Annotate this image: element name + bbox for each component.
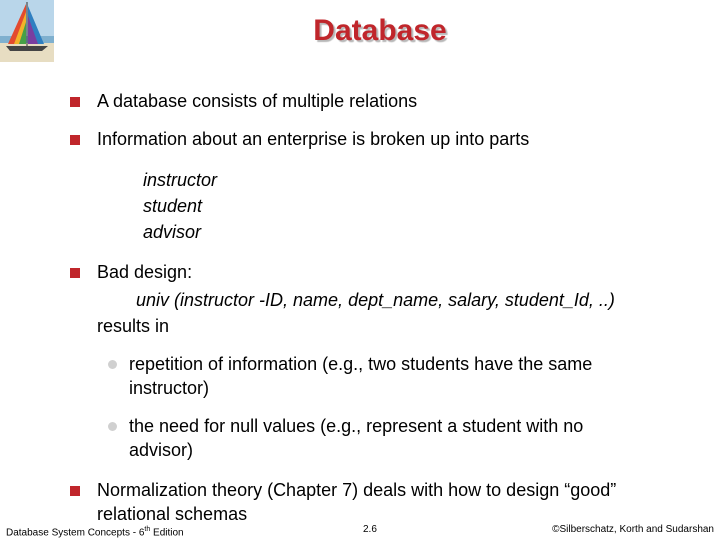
footer-page-number: 2.6 [363,524,377,535]
bullet-marker-4 [70,486,80,496]
footer-left-suffix: Edition [150,527,184,539]
sub-bullet-1-line2: instructor) [129,378,210,398]
slide-title: Database [313,14,447,47]
bullet-3-text-line3: results in [97,316,170,336]
footer-right: ©Silberschatz, Korth and Sudarshan [552,524,714,535]
bullet-3-text-line2: univ (instructor -ID, name, dept_name, salary, student_Id, ..) [136,290,615,310]
bullet-1-text: A database consists of multiple relations [97,91,418,111]
footer-left-prefix: Database System Concepts - 6 [6,527,145,539]
sub-bullet-marker-2 [108,422,117,431]
bullet-4-text-line2: relational schemas [97,504,248,524]
bullet-2-text: Information about an enterprise is broken up into parts [97,129,530,149]
bullet-marker-1 [70,97,80,107]
sub-bullet-marker-1 [108,360,117,369]
part-student: student [143,196,203,216]
sub-bullet-2-line2: advisor) [129,440,194,460]
sub-bullet-1-line1: repetition of information (e.g., two students have the same [129,354,593,374]
part-instructor: instructor [143,170,218,190]
footer-left [6,524,184,539]
bullet-marker-3 [70,268,80,278]
footer-left-sup: th [144,526,151,533]
sub-bullet-2-line1: the need for null values (e.g., represent a student with no [129,416,584,436]
bullet-marker-2 [70,135,80,145]
bullet-4-text-line1: Normalization theory (Chapter 7) deals with how to design “good” [97,480,617,500]
part-advisor: advisor [143,222,202,242]
bullet-3-text-line1: Bad design: [97,262,193,282]
